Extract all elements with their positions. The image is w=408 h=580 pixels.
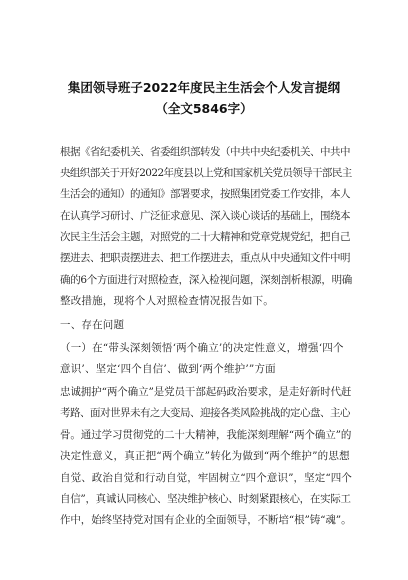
paragraph-line: 央组织部关于开好2022年度县以上党和国家机关党员领导干部民主 (60, 167, 352, 179)
paragraph-line: 摆进去、把职责摆进去、把工作摆进去，重点从中央通知文件中明 (60, 252, 350, 264)
paragraph-line: 骨。通过学习贯彻党的二十大精神，我能深刻理解“两个确立”的 (60, 429, 352, 441)
paragraph-line: 在认真学习研讨、广泛征求意见、深入谈心谈话的基础上，围绕本 (60, 210, 350, 222)
paragraph-line: 次民主生活会主题，对照党的二十大精神和党章党规党纪，把自己 (60, 231, 350, 243)
section-heading: 一、存在问题 (60, 319, 125, 331)
paragraph-line: 决定性意义，真正把“两个确立”转化为做到“两个维护”的思想 (60, 450, 350, 462)
paragraph-line: 确的6个方面进行对照检查，深入检视问题，深刻剖析根源，明确 (60, 274, 352, 286)
paragraph-line: 整改措施，现将个人对照检查情况报告如下。 (60, 295, 274, 307)
paragraph-line: 自信”，真诚认同核心、坚决维护核心、时刻紧跟核心，在实际工 (60, 493, 351, 505)
document-title: 集团领导班子2022年度民主生活会个人发言提纲 (67, 80, 341, 95)
paragraph-line: 根据《省纪委机关、省委组织部转发（中共中央纪委机关、中共中 (60, 146, 350, 158)
paragraph-line: 考路、面对世界未有之大变局、迎接各类风险挑战的定心盘、主心 (60, 407, 350, 419)
paragraph-line: 作中，始终坚持党对国有企业的全面领导，不断培“根”铸“魂”。 (60, 514, 352, 526)
paragraph-line: 自觉、政治自觉和行动自觉，牢固树立“四个意识”，坚定“四个 (60, 472, 353, 484)
document-subtitle: （全文5846字） (155, 101, 253, 116)
subsection-heading-line: 意识’、坚定‘四个自信’、做到‘两个维护’”方面 (60, 363, 276, 375)
subsection-heading-line: （一）在“带头深刻领悟‘两个确立’的决定性意义，增强‘四个 (60, 342, 344, 354)
paragraph-line: 忠诚拥护“两个确立”是党员干部起码政治要求，是走好新时代赶 (60, 386, 352, 398)
paragraph-line: 生活会的通知）的通知》部署要求，按照集团党委工作安排，本人 (60, 188, 350, 200)
